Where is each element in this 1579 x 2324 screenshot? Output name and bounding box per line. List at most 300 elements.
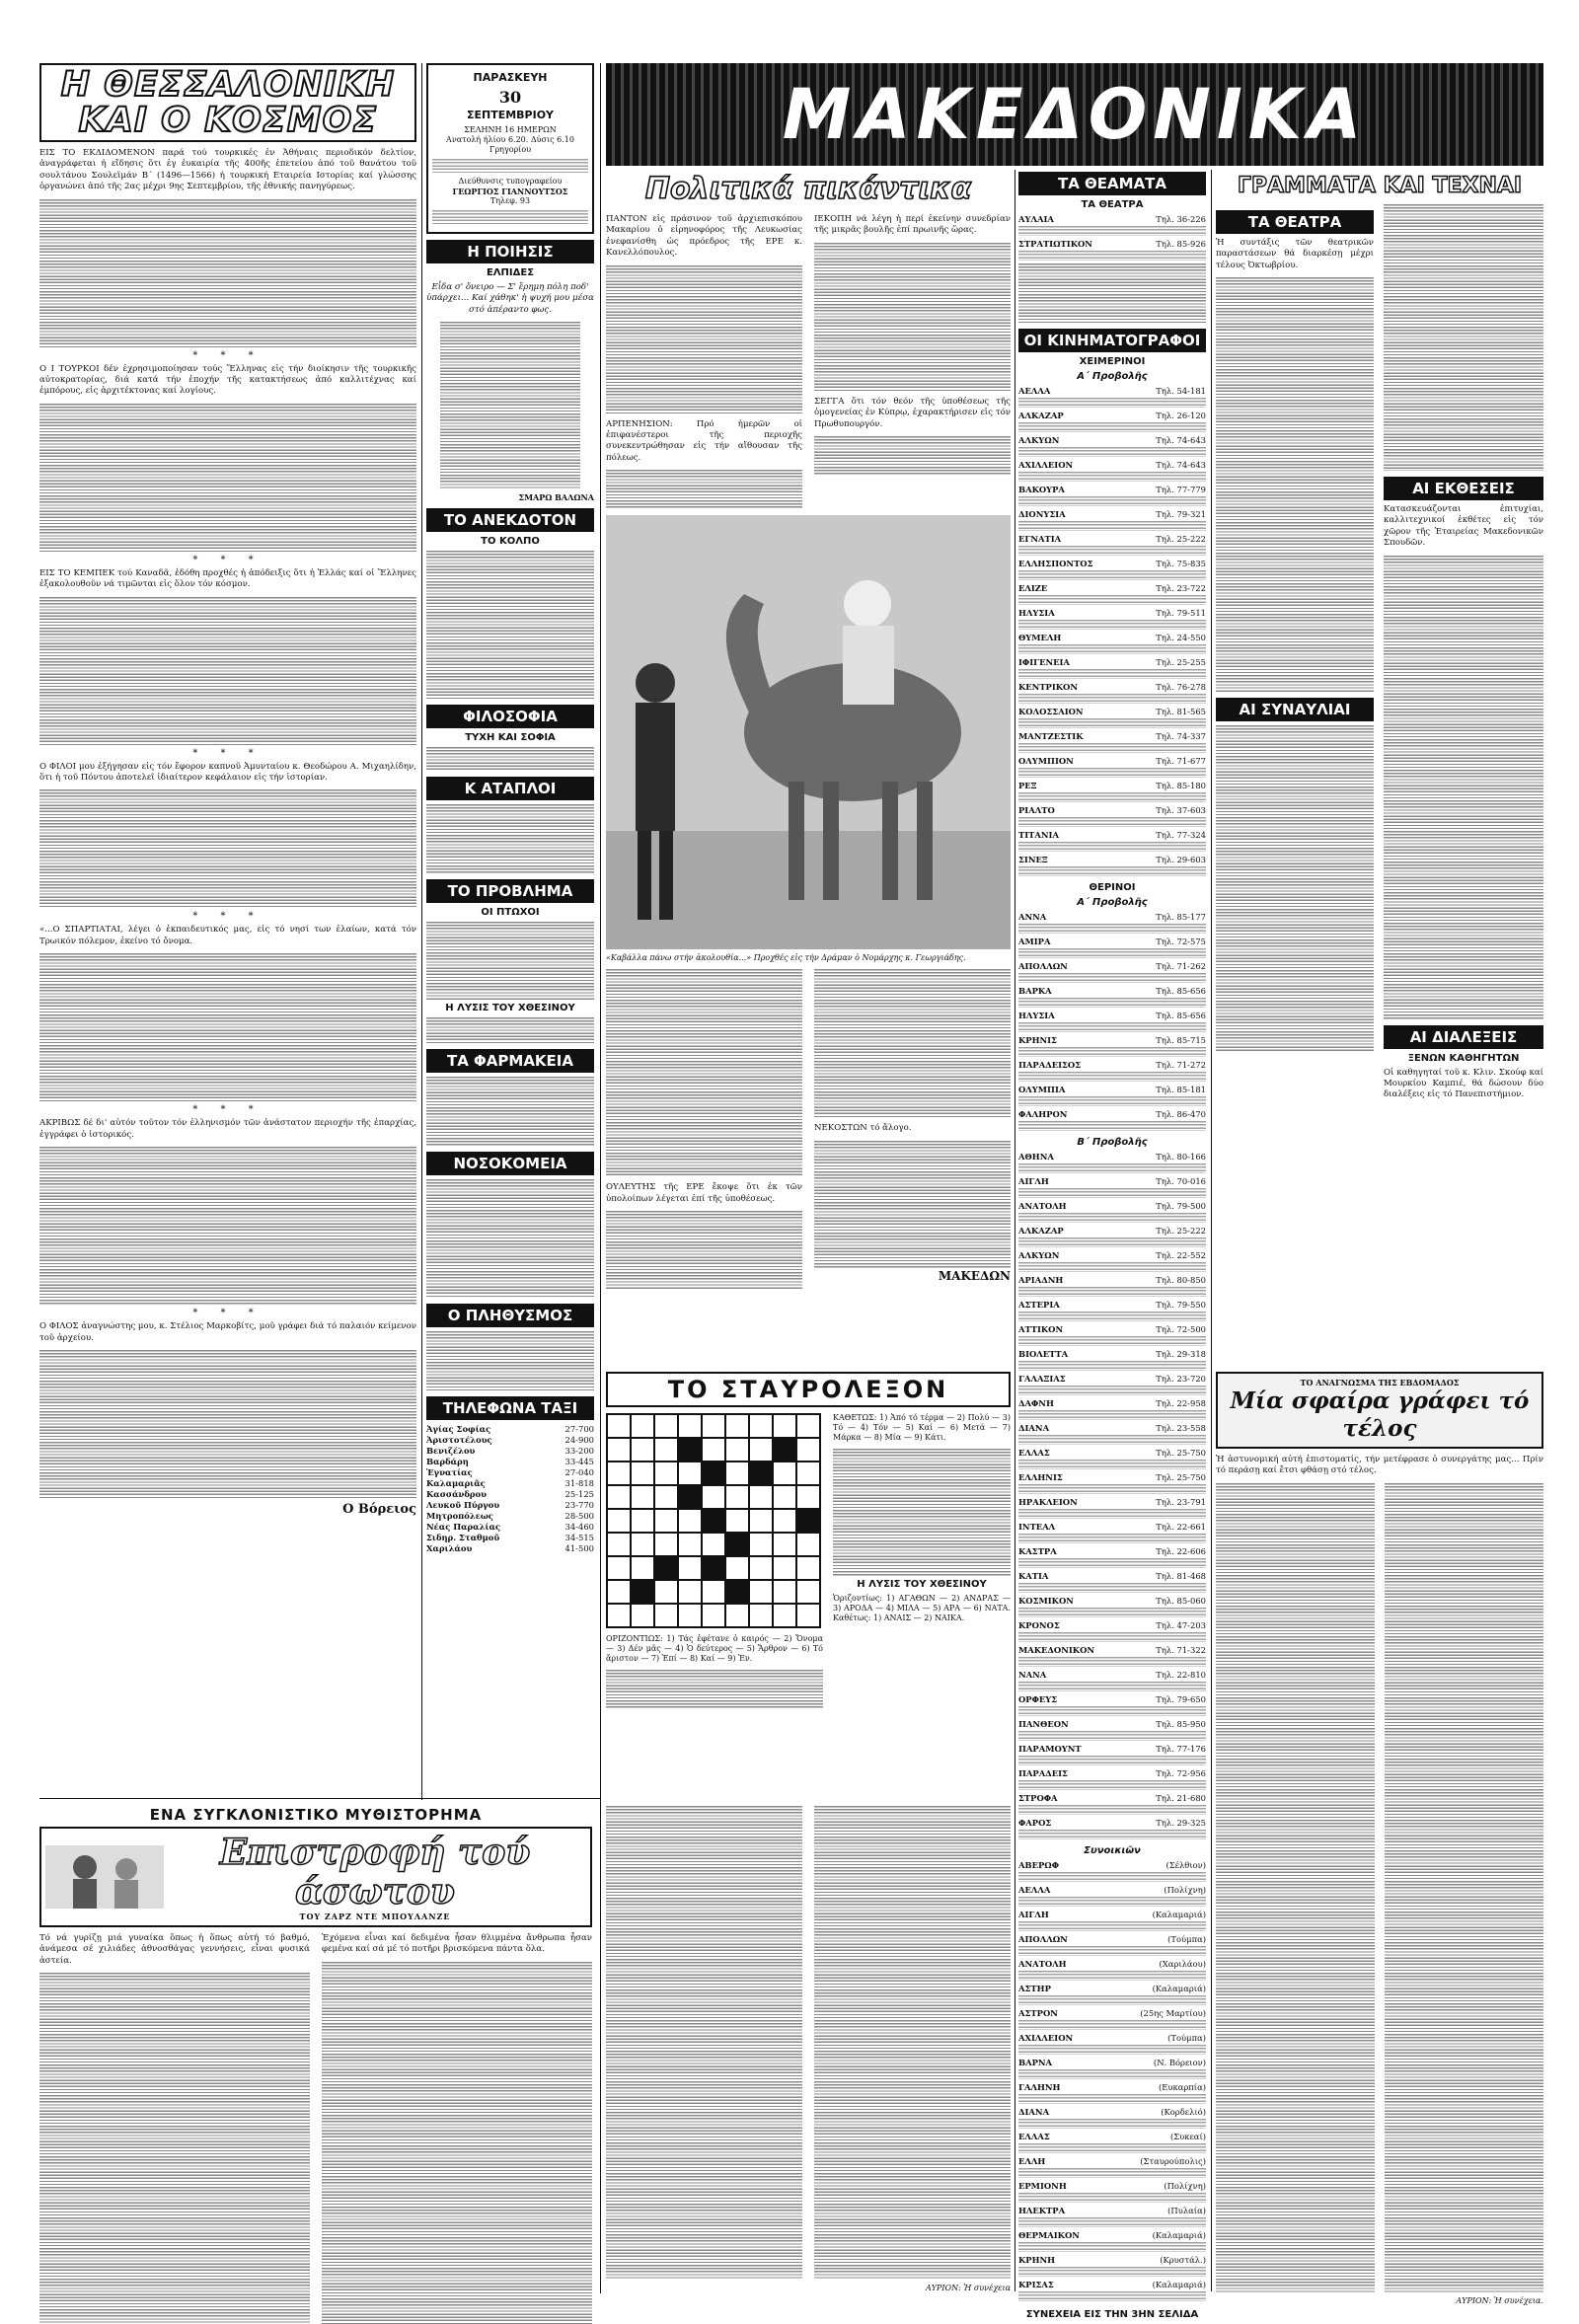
cinema-row-description	[1018, 1287, 1206, 1297]
cinema-row-value: Τηλ. 23-558	[1156, 1423, 1206, 1433]
taxi-row	[426, 1489, 594, 1500]
cinema-row-description	[1018, 694, 1206, 704]
cinema-row-value: Τηλ. 77-324	[1156, 830, 1206, 840]
cinema-row	[1018, 1423, 1206, 1434]
cinema-row	[1018, 1818, 1206, 1829]
cinema-row-value: Τηλ. 22-810	[1156, 1670, 1206, 1680]
cinema-row-value: (Πυλαία)	[1167, 2206, 1206, 2215]
cinema-row-description	[1018, 718, 1206, 728]
cinema-row	[1018, 682, 1206, 693]
political-text-block	[606, 969, 802, 1176]
cinema-row-value: Τηλ. 79-500	[1156, 1201, 1206, 1211]
novel-continued: ΑΥΡΙΟΝ: Ἡ συνέχεια	[925, 2284, 1011, 2292]
cinema-row-name: ΒΑΡΚΑ	[1018, 986, 1052, 996]
crossword-cell	[749, 1485, 773, 1509]
cinema-row-value: Τηλ. 71-262	[1156, 961, 1206, 971]
crossword-cell	[631, 1509, 654, 1533]
cinema-row-name: ΕΓΝΑΤΙΑ	[1018, 534, 1062, 544]
suburb-cinemas	[1018, 1860, 1206, 2301]
cinema-row	[1018, 1694, 1206, 1705]
summer-cinemas-heading: ΘΕΡΙΝΟΙ	[1089, 882, 1136, 893]
crossword-cell	[654, 1438, 678, 1462]
cinema-row	[1018, 1176, 1206, 1187]
cinema-row-value: (Κρυστάλ.)	[1160, 2255, 1206, 2265]
taxi-row-value: 33-200	[564, 1446, 594, 1457]
crossword-black-cell	[749, 1462, 773, 1485]
novel-text-block	[814, 1806, 1011, 2280]
photo-caption: «Καβάλλα πάνω στήν ἀκολουθία...» Προχθές εἰς τήν Δράμαν ὁ Νομάρχης κ. Γεωργιάδης.	[606, 953, 966, 963]
cinema-row-description	[1018, 1096, 1206, 1106]
cinema-row-description	[1018, 768, 1206, 778]
cinema-row-value: Τηλ. 85-177	[1156, 912, 1206, 922]
cinema-row-value: Τηλ. 74-643	[1156, 435, 1206, 445]
cinema-row	[1018, 2132, 1206, 2142]
cinema-row-name: ΕΛΛΗΝΙΣ	[1018, 1472, 1063, 1482]
problem-title: ΟΙ ΠΤΩΧΟΙ	[481, 907, 540, 919]
taxi-row-name: Λευκοῦ Πύργου	[426, 1500, 500, 1511]
novel-author: ΤΟΥ ΖΑΡΖ ΝΤΕ ΜΠΟΥΛΑΝΖΕ	[299, 1912, 451, 1921]
cinema-row	[1018, 731, 1206, 742]
cinema-row-value: Τηλ. 23-720	[1156, 1374, 1206, 1384]
poem-text: Εἶδα σ' ὄνειρο — Σ' ἔρημη πόλη ποδ' ὑπάρχει... Καί χάθηκ' ἡ ψυχή μου μέσα στό ἀπέραντο φως.	[426, 282, 594, 315]
cinema-row-description	[1018, 1484, 1206, 1494]
anecdote-text	[426, 551, 594, 699]
crossword-cell	[702, 1438, 725, 1462]
cinema-row	[1018, 1011, 1206, 1021]
cinema-row	[1018, 411, 1206, 421]
crossword-cell	[607, 1509, 631, 1533]
political-title: Πολιτικά πικάντικα	[644, 172, 972, 206]
cinema-row-name: ΙΦΙΓΕΝΕΙΑ	[1018, 657, 1070, 667]
political-text-block	[814, 436, 1011, 476]
cinema-row-name: ΗΛΕΚΤΡΑ	[1018, 2206, 1066, 2215]
taxi-row	[426, 1511, 594, 1522]
first-run-summer-heading: Α΄ Προβολῆς	[1077, 897, 1148, 908]
cinema-row-value: Τηλ. 25-255	[1156, 657, 1206, 667]
cinema-row	[1018, 485, 1206, 495]
taxi-row-value: 24-900	[564, 1435, 594, 1446]
cinema-row	[1018, 534, 1206, 545]
crossword-cell	[725, 1556, 749, 1580]
crossword-cell	[773, 1604, 796, 1627]
cinema-row-description	[1018, 595, 1206, 605]
taxi-row-name: Νέας Παραλίας	[426, 1522, 501, 1533]
cinema-row-name: ΘΥΜΕΛΗ	[1018, 633, 1062, 642]
novel-paragraph: Ἐχόμενα εἶναι καί δεδιμένα ἦσαν θλιμμένα ἄνθρωπα ἦσαν φεμένα καί σά μέ τό ποτῆρι βρισκόμενα πάντα ὅλα.	[322, 1933, 592, 1955]
cinema-row-name: ΑΛΚΥΩΝ	[1018, 1250, 1060, 1260]
cinema-row-description	[1018, 1946, 1206, 1956]
theatre-arts-text	[1216, 277, 1374, 692]
cinema-row-description	[1018, 570, 1206, 580]
cinema-row-name: ΦΑΡΟΣ	[1018, 1818, 1052, 1828]
cinema-row-description	[1018, 2193, 1206, 2203]
cinema-row-description	[1018, 1971, 1206, 1981]
cinema-row-description	[1018, 1509, 1206, 1519]
political-paragraph: ΟΥΛΕΥΤΗΣ τῆς ΕΡΕ ἔκοψε ὅτι ἐκ τῶν ὑπολοίπων λέγεται ἐπί τῆς ὑποθέσεως.	[606, 1182, 802, 1204]
crossword-cell	[631, 1556, 654, 1580]
first-run-cinemas	[1018, 386, 1206, 876]
political-paragraph: ΣΕΓΓΑ ὅτι τόν θεόν τῆς ὑποθέσεως τῆς ὁμογενείας ἐν Κύπρῳ, ἐχαρακτήρισεν εἰς τόν Πρωθυπουργόν.	[814, 396, 1011, 429]
crossword-cell	[702, 1533, 725, 1556]
cinema-row	[1018, 2107, 1206, 2118]
crossword-black-cell	[725, 1533, 749, 1556]
cinema-row-description	[1018, 1022, 1206, 1032]
cinema-row-description	[1018, 743, 1206, 753]
cinema-row-name: ΕΛΙΖΕ	[1018, 583, 1048, 593]
taxi-row-name: Κασσάνδρου	[426, 1489, 487, 1500]
makedonika-banner	[606, 63, 1543, 166]
section-pharmacies: ΤΑ ΦΑΡΜΑΚΕΙΑ	[426, 1049, 594, 1073]
cinema-row-name: ΝΑΝΑ	[1018, 1670, 1047, 1680]
cinema-row-description	[1018, 2094, 1206, 2104]
cinema-row-description	[1018, 620, 1206, 630]
cinema-row-name: ΠΑΡΑΜΟΥΝΤ	[1018, 1744, 1082, 1754]
taxi-row	[426, 1533, 594, 1543]
winter-cinemas-heading: ΧΕΙΜΕΡΙΝΟΙ	[1079, 356, 1146, 367]
taxi-row-value: 33-445	[564, 1457, 594, 1467]
cinema-row-name: ΕΛΛΑΣ	[1018, 2132, 1050, 2141]
crossword-cell	[725, 1485, 749, 1509]
cinema-row-value: Τηλ. 80-166	[1156, 1152, 1206, 1162]
cinema-row-value: Τηλ. 29-318	[1156, 1349, 1206, 1359]
cinema-row	[1018, 1860, 1206, 1871]
section-problem: ΤΟ ΠΡΟΒΛΗΜΑ	[426, 879, 594, 903]
population-text	[426, 1331, 594, 1390]
cinema-row-description	[1018, 1237, 1206, 1247]
cinema-row-name: ΑΣΤΗΡ	[1018, 1984, 1051, 1993]
cinema-row-value: (Κορδελιό)	[1161, 2107, 1206, 2117]
cinema-row	[1018, 805, 1206, 816]
novel-text-block	[606, 1806, 802, 2280]
article-text-block	[39, 404, 416, 552]
crossword-cell	[796, 1604, 820, 1627]
taxi-row	[426, 1478, 594, 1489]
cinema-row-name: ΕΛΛΗΣΠΟΝΤΟΣ	[1018, 559, 1093, 568]
cinema-row-value: (25ης Μαρτίου)	[1140, 2008, 1206, 2018]
article-text-block	[39, 597, 416, 745]
cinema-row-name: ΑΒΕΡΩΦ	[1018, 1860, 1060, 1870]
cinema-row-value: Τηλ. 72-575	[1156, 937, 1206, 946]
crossword-cell	[678, 1580, 702, 1604]
crossword-cell	[796, 1485, 820, 1509]
political-paragraph: ΝΕΚΟΣΤΩΝ τό ἄλογο.	[814, 1123, 912, 1134]
cinema-row	[1018, 1885, 1206, 1896]
cinema-row-name: ΟΡΦΕΥΣ	[1018, 1694, 1058, 1704]
article-paragraph: ΕΙΣ ΤΟ ΚΕΜΠΕΚ τού Καναδᾶ, ἐδόθη προχθές ἡ ἀπόδειξις ὅτι ἡ Ἑλλάς καί οἱ Ἕλληνες ἐξακολουθοῦν νά τιμῶνται εἰς ὅλον τόν κόσμον.	[39, 567, 416, 590]
cinema-row-value: (Πολίχνη)	[1164, 1885, 1206, 1895]
cinema-row	[1018, 855, 1206, 865]
taxi-row	[426, 1467, 594, 1478]
date-box	[426, 63, 594, 234]
problem-solution-title: Η ΛΥΣΙΣ ΤΟΥ ΧΘΕΣΙΝΟΥ	[445, 1003, 575, 1014]
cinema-row-value: Τηλ. 74-643	[1156, 460, 1206, 470]
cinema-row	[1018, 912, 1206, 923]
crossword-cell	[796, 1414, 820, 1438]
cinema-row	[1018, 2156, 1206, 2167]
cinema-row-description	[1018, 1921, 1206, 1931]
cinema-row-name: ΠΑΝΘΕΟΝ	[1018, 1719, 1069, 1729]
cinema-row-name: ΚΡΟΝΟΣ	[1018, 1620, 1060, 1630]
cinema-row	[1018, 2255, 1206, 2266]
cinema-row-name: ΚΑΣΤΡΑ	[1018, 1546, 1057, 1556]
crossword-black-cell	[654, 1556, 678, 1580]
cinema-row-value: Τηλ. 22-606	[1156, 1546, 1206, 1556]
letters-arts-title: ΓΡΑΜΜΑΤΑ ΚΑΙ ΤΕΧΝΑΙ	[1237, 174, 1523, 198]
cinema-row-description	[1018, 1632, 1206, 1642]
crossword-cell	[749, 1533, 773, 1556]
crossword-cell	[702, 1580, 725, 1604]
taxi-row-value: 25-125	[564, 1489, 594, 1500]
cinema-row-description	[1018, 1780, 1206, 1790]
cinema-row	[1018, 1959, 1206, 1970]
cinema-row-value: Τηλ. 71-272	[1156, 1060, 1206, 1070]
separator-stars: * * *	[192, 911, 263, 923]
second-run-heading: Β΄ Προβολῆς	[1077, 1137, 1148, 1148]
taxi-row	[426, 1457, 594, 1467]
exhibition-text: Κατασκευάζονται ἐπιτυχίαι, καλλιτεχνικοί ἐκθέτες εἰς τόν χῶρον τῆς Ἑταιρείας Μακεδονικῶν Σπουδῶν.	[1384, 504, 1543, 549]
duty-label: Διεύθυνσις τυπογραφείου	[458, 177, 563, 186]
cinema-row-value: Τηλ. 70-016	[1156, 1176, 1206, 1186]
cinema-row-description	[1018, 1608, 1206, 1617]
cinema-row-name: ΕΛΛΗ	[1018, 2156, 1046, 2166]
article-text-block	[39, 1147, 416, 1305]
cinema-row-description	[1018, 1460, 1206, 1469]
reading-kicker: ΤΟ ΑΝΑΓΝΩΣΜΑ ΤΗΣ ΕΒΔΟΜΑΔΟΣ	[1300, 1378, 1460, 1387]
reading-text-block	[1216, 1483, 1375, 2292]
cinema-row-value: Τηλ. 75-835	[1156, 559, 1206, 568]
novel-kicker: ΕΝΑ ΣΥΓΚΛΟΝΙΣΤΙΚΟ ΜΥΘΙΣΤΟΡΗΜΑ	[149, 1806, 483, 1824]
crossword-cell	[631, 1604, 654, 1627]
cinema-row-name: ΡΙΑΛΤΟ	[1018, 805, 1055, 815]
crossword-black-cell	[702, 1462, 725, 1485]
taxi-row-value: 34-515	[564, 1533, 594, 1543]
cinema-row-description	[1018, 1756, 1206, 1765]
cinema-row-value: (Καλαμαριά)	[1152, 2280, 1206, 2289]
cinema-row	[1018, 1571, 1206, 1582]
cinema-row	[1018, 1201, 1206, 1212]
date-box-text	[432, 210, 588, 224]
cinema-row-description	[1018, 546, 1206, 556]
political-paragraph: ΙΕΚΟΠΗ νά λέγη ἡ περί ἐκείνην συνεδρίαν τῆς μικρᾶς βουλῆς ἐπί πρωινῆς ὥρας.	[814, 214, 1011, 236]
cinema-row-value: Τηλ. 85-656	[1156, 986, 1206, 996]
political-text-block	[814, 243, 1011, 391]
cinema-row-name: ΓΑΛΑΞΙΑΣ	[1018, 1374, 1066, 1384]
crossword-cell	[631, 1414, 654, 1438]
cinema-row-name: ΟΛΥΜΠΙΑ	[1018, 1085, 1066, 1094]
political-text-block	[814, 969, 1011, 1117]
cinema-row-description	[1018, 817, 1206, 827]
cinema-row-name: ΕΛΛΑΣ	[1018, 1448, 1050, 1458]
thessaloniki-column	[39, 63, 416, 1517]
taxi-row-value: 28-500	[564, 1511, 594, 1522]
crossword-cell	[773, 1556, 796, 1580]
taxi-row-value: 34-460	[564, 1522, 594, 1533]
cinema-row	[1018, 1300, 1206, 1311]
taxi-row-name: Σιδηρ. Σταθμοῦ	[426, 1533, 500, 1543]
cinema-row-value: Τηλ. 81-565	[1156, 707, 1206, 716]
crossword-cell	[773, 1485, 796, 1509]
cinema-row-name: ΑΧΙΛΛΕΙΟΝ	[1018, 2033, 1074, 2043]
cinema-row-value: Τηλ. 85-656	[1156, 1011, 1206, 1020]
cinema-row-name: ΣΤΡΟΦΑ	[1018, 1793, 1058, 1803]
crossword-solution-title: Η ΛΥΣΙΣ ΤΟΥ ΧΘΕΣΙΝΟΥ	[857, 1579, 987, 1590]
cinema-row-description	[1018, 2217, 1206, 2227]
cinema-row-name: ΑΠΟΛΛΩΝ	[1018, 961, 1068, 971]
section-arrivals: Κ ΑΤΑΠΛΟΙ	[426, 777, 594, 800]
cinema-row-description	[1018, 422, 1206, 432]
crossword-cell	[725, 1462, 749, 1485]
cinema-row-value: Τηλ. 85-060	[1156, 1596, 1206, 1606]
cinema-row-value: Τηλ. 72-956	[1156, 1768, 1206, 1778]
cinema-row	[1018, 2280, 1206, 2290]
cinema-row-description	[1018, 2119, 1206, 2129]
lectures-subtitle: ΞΕΝΩΝ ΚΑΘΗΓΗΤΩΝ	[1407, 1052, 1520, 1064]
crossword-clues-text	[833, 1449, 1011, 1577]
cinema-row-description	[1018, 2069, 1206, 2079]
crossword-cell	[749, 1414, 773, 1438]
section-concerts: ΑΙ ΣΥΝΑΥΛΙΑΙ	[1216, 698, 1374, 721]
crossword-cell	[654, 1509, 678, 1533]
cinema-row-value: (Πολίχνη)	[1164, 2181, 1206, 2191]
thessaloniki-title-line2: ΚΑΙ Ο ΚΟΣΜΟΣ	[78, 101, 378, 140]
crossword-black-cell	[678, 1438, 702, 1462]
theatre-row-description	[1018, 226, 1206, 236]
cinema-row-value: Τηλ. 23-722	[1156, 583, 1206, 593]
cinema-row-value: Τηλ. 72-500	[1156, 1324, 1206, 1334]
cinema-row-description	[1018, 1805, 1206, 1815]
cinema-row-description	[1018, 2045, 1206, 2055]
crossword-cell	[654, 1533, 678, 1556]
article-paragraph: «...Ο ΣΠΑΡΤΙΑΤΑΙ, λέγει ὁ ἐκπαιδευτικός μας, εἰς τό νησί των ἐλαίων, κατά τόν Τρωικόν πόλεμον, ἐκείνο τό ὄνομα.	[39, 925, 416, 946]
cinema-row-name: ΒΑΡΝΑ	[1018, 2058, 1053, 2067]
taxi-row-name: Μητροπόλεως	[426, 1511, 493, 1522]
cinema-row	[1018, 608, 1206, 619]
section-philosophy: ΦΙΛΟΣΟΦΙΑ	[426, 705, 594, 728]
cinema-row-value: Τηλ. 47-203	[1156, 1620, 1206, 1630]
political-text-block	[814, 1141, 1011, 1269]
cinema-row-description	[1018, 1163, 1206, 1173]
cinema-row-description	[1018, 1213, 1206, 1223]
cinema-row	[1018, 1448, 1206, 1459]
cinema-row-name: ΑΙΓΛΗ	[1018, 1910, 1049, 1919]
cinema-row	[1018, 1060, 1206, 1071]
taxi-row-value: 27-040	[564, 1467, 594, 1478]
cinema-row-description	[1018, 398, 1206, 408]
novel-text-block	[322, 1962, 592, 2324]
cinema-row	[1018, 1152, 1206, 1162]
cinema-row-value: Τηλ. 37-603	[1156, 805, 1206, 815]
crossword-cell	[678, 1556, 702, 1580]
cinema-row-value: (Τούμπα)	[1167, 2033, 1206, 2043]
cinema-row-name: ΜΑΚΕΔΟΝΙΚΟΝ	[1018, 1645, 1095, 1655]
suburb-cinemas-heading: Συνοικιῶν	[1084, 1845, 1141, 1856]
cinema-row-description	[1018, 669, 1206, 679]
cinema-row-description	[1018, 1872, 1206, 1882]
philosophy-text	[426, 747, 594, 771]
crossword-cell	[678, 1533, 702, 1556]
cinema-row-value: (Καλαμαριά)	[1152, 1910, 1206, 1919]
cinema-row	[1018, 2181, 1206, 2192]
cinema-row-description	[1018, 1682, 1206, 1691]
political-text-block	[606, 265, 802, 413]
crossword-cell	[702, 1485, 725, 1509]
crossword-down-clues: ΚΑΘΕΤΩΣ: 1) Ἀπό τό τέρμα — 2) Πολύ — 3) Τό — 4) Τόν — 5) Καί — 6) Μετά — 7) Μάρκα — 8) Μία — 9) Κάτι.	[833, 1413, 1011, 1442]
crossword-cell	[702, 1414, 725, 1438]
poem-title: ΕΛΠΙΔΕΣ	[486, 267, 535, 278]
cinema-row-description	[1018, 1047, 1206, 1057]
section-population: Ο ΠΛΗΘΥΣΜΟΣ	[426, 1304, 594, 1327]
cinema-row	[1018, 1719, 1206, 1730]
cinema-row	[1018, 559, 1206, 569]
cinema-row	[1018, 961, 1206, 972]
duty-name: ΓΕΩΡΓΙΟΣ ΓΙΑΝΝΟΥΤΣΟΣ	[452, 187, 568, 196]
crossword-black-cell	[678, 1485, 702, 1509]
cinema-row-value: Τηλ. 80-850	[1156, 1275, 1206, 1285]
cinema-row-name: ΑΣΤΕΡΙΑ	[1018, 1300, 1060, 1310]
article-paragraph: Ο ΦΙΛΟΙ μου ἐξήγησαν εἰς τόν ἔφορον καπνοῦ Ἀμυνταίου κ. Θεοδώρου Α. Μιχαηλίδην, ὅτι ἡ τοῦ Πόντου ἀποτελεῖ ἰδιαίτερον κεφάλαιον εἰς τήν ἱστορίαν.	[39, 761, 416, 784]
cinema-row-description	[1018, 496, 1206, 506]
reading-section	[1216, 1372, 1543, 2306]
crossword-black-cell	[796, 1509, 820, 1533]
cinema-row-description	[1018, 1188, 1206, 1198]
cinema-row	[1018, 1793, 1206, 1804]
cinema-row-description	[1018, 1121, 1206, 1131]
cinema-row-description	[1018, 1897, 1206, 1907]
crossword-cell	[607, 1485, 631, 1509]
cinema-row-description	[1018, 1361, 1206, 1371]
cinema-row-value: (Σταυρούπολις)	[1140, 2156, 1206, 2166]
crossword-cell	[654, 1414, 678, 1438]
cinema-row-value: Τηλ. 71-677	[1156, 756, 1206, 766]
crossword-cell	[654, 1580, 678, 1604]
cinema-row	[1018, 583, 1206, 594]
theatres-list	[1018, 214, 1206, 261]
theatre-row	[1018, 239, 1206, 250]
taxi-row-name: Ἀγίας Σοφίας	[426, 1424, 491, 1435]
cinema-row-name: ΑΘΗΝΑ	[1018, 1152, 1054, 1162]
cinema-row	[1018, 986, 1206, 997]
cinema-row	[1018, 1670, 1206, 1681]
cinema-row-name: ΚΡΙΣΑΣ	[1018, 2280, 1054, 2289]
cinema-row	[1018, 460, 1206, 471]
cinema-row-value: (Χαριλάου)	[1159, 1959, 1206, 1969]
cinema-row-name: ΑΝΑΤΟΛΗ	[1018, 1959, 1067, 1969]
sunrise-sunset: Ανατολή ήλίου 6.20. Δύσις 6.10	[446, 135, 574, 144]
cinema-row-value: Τηλ. 25-222	[1156, 1226, 1206, 1236]
cinema-row-name: ΑΕΛΛΑ	[1018, 386, 1051, 396]
crossword-cell	[725, 1414, 749, 1438]
cinema-row-name: ΑΛΚΑΖΑΡ	[1018, 411, 1064, 420]
duty-phone: Τηλεφ. 93	[489, 196, 531, 205]
cinema-row-description	[1018, 472, 1206, 482]
cinema-row	[1018, 937, 1206, 947]
cinema-row-name: ΑΛΚΥΩΝ	[1018, 435, 1060, 445]
cinema-row-name: ΦΑΛΗΡΟΝ	[1018, 1109, 1068, 1119]
crossword-cell	[607, 1414, 631, 1438]
cinema-row-name: ΠΑΡΑΔΕΙΣΟΣ	[1018, 1060, 1082, 1070]
cinema-row	[1018, 2058, 1206, 2068]
crossword-section	[606, 1372, 1011, 1709]
cinema-row-description	[1018, 1558, 1206, 1568]
cinema-row-description	[1018, 2020, 1206, 2030]
cinema-row-name: ΙΝΤΕΑΛ	[1018, 1522, 1056, 1532]
cinema-row-value: Τηλ. 85-715	[1156, 1035, 1206, 1045]
crossword-cell	[678, 1462, 702, 1485]
continued-note: ΣΥΝΕΧΕΙΑ ΕΙΣ ΤΗΝ 3ΗΝ ΣΕΛΙΔΑ	[1025, 2309, 1199, 2320]
cinema-row	[1018, 1620, 1206, 1631]
cinema-row-value: Τηλ. 24-550	[1156, 633, 1206, 642]
cinema-row-name: ΑΜΙΡΑ	[1018, 937, 1051, 946]
